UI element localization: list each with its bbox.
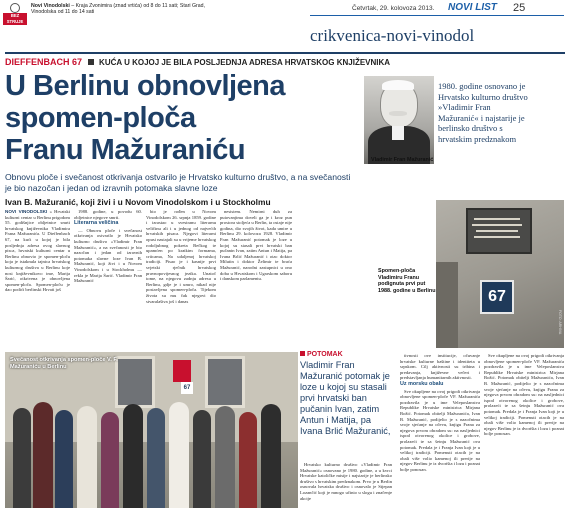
column-5a-text: Hrvatsko kulturno društvo »Vladimir Fran Mažuranić« osnovano je 1980. godine, a u kvrci Hrvatske katoličke misije i najstarije je berlinsko društvo s hrvatskim predznakom. Prvo je u Berlin osnovala hrvatska društvo i osnovalo je Stjepan Lozančić koji je mnogo učinio u slogu i značenje akcije <box>300 462 392 501</box>
column-4 <box>220 209 292 346</box>
person <box>215 406 235 508</box>
portrait-collar <box>392 126 404 140</box>
masthead-paper-name: NOVI LIST <box>448 2 497 13</box>
headline <box>5 70 360 166</box>
plaque-inscription-line <box>474 236 520 238</box>
plaque-inscription-line <box>472 224 522 226</box>
column-1 <box>5 209 70 346</box>
person <box>77 406 97 508</box>
column-5b-text: tivnosti ove institucije, očuvanje hrvatske kulturne baštine i identiteta u srpskom. Cilj aktivnosti su tribina i predavanja, književne večeri i predstavljanja humanitarnih aktivnosti. <box>400 353 480 381</box>
column-5c-text: Sve okupljene na ovoj prigodi otkrivanja obnovljene spomen-ploče VF. Mažuranića pozdravila je u ime Veleposlanstva Republike Hrvatske ministrica Mirjana Božić. Potomak obitelji Mažuranića, Ivan B. Mažuranić, podijelio je s nazočnima svoje sjećanje na očevu, knjigu Frana za njegova prvom obradom su: na nasljednici ispod otvorenog okolice i grobove, prolazeći te sa šetnju Mažuranić ova potomak. Predala je i Franja Ivan koji je u velikoj tradiciji. Pomenuti otacih je na obali više volio kamenoj ili prerije na njegov Berlinu je iz dvorišta i lozu i poznat bolje ponosan. <box>400 388 480 472</box>
portrait-hair <box>382 80 414 90</box>
group-photo-caption: Svečanost otkrivanja spomen-ploče V. F. Mažuraniću u Berlinu <box>10 357 118 370</box>
person <box>169 402 189 508</box>
column-2-text: 1988. godine, u povodu 60. obljetnice njegove smrti. <box>74 209 142 220</box>
plaque-inscription-line <box>476 230 518 232</box>
bez-struje-label: BEZ STRUJE <box>3 13 27 25</box>
page-number: 25 <box>513 2 526 14</box>
portrait-caption: Vladimir Fran Mažuranić <box>371 157 434 163</box>
potomak-square-icon <box>300 351 305 356</box>
person <box>261 404 281 508</box>
issue-date: Četvrtak, 29. kolovoza 2013. <box>352 5 435 12</box>
house-number-sign: 67 <box>480 280 514 314</box>
section-rule <box>5 52 565 54</box>
person <box>101 412 119 508</box>
column-5b <box>400 353 480 511</box>
lightbulb-icon <box>10 3 20 13</box>
headline-line-1: U Berlinu obnovljena <box>5 70 286 102</box>
kicker-label: DIEFFENBACH 67 <box>5 57 83 67</box>
potomak-quote: Vladimir Fran Mažuranić potomak je loze u kojoj su stasali prvi hrvatski ban pučanin Ivan, zatim Antun i Matija, pa Ivana Brlić Mažuranić, <box>300 360 391 436</box>
power-outage-notice <box>31 3 211 16</box>
subheading-uz-morsku: Uz morsku obalu <box>400 380 444 387</box>
column-6-text: Sve okupljene na ovoj prigodi otkrivanja obnovljene spomen-ploče VF. Mažuranića pozdravila je u ime Veleposlanstva Republike Hrvatske ministrica Mirjana Božić. Potomak obitelji Mažuranića, Ivan B. Mažuranić, podijelio je s nazočnima svoje sjećanje na očevu, knjigu Frana za njegova prvom obradom su: na nasljednici ispod otvorenog okolice i grobove, prolazeći te sa šetnju Mažuranić ova potomak. Predala je i Franja Ivan koji je u velikoj tradiciji. Pomenuti otacih je na obali više volio kamenoj ili prerije na njegov Berlinu je iz dvorišta i lozu i poznat bolje ponosan. <box>484 353 564 437</box>
potomak-label-text: POTOMAK <box>307 351 343 358</box>
person <box>147 408 165 508</box>
person <box>123 404 143 508</box>
column-3-text: bio je rođen u Novom Vinodolskom 26. srpnja 1859. godine i izrastao u svestranu literarnu veličinu ali i u jednog od najvećih hrvatskih pisaca. Njegovi literarni opusi nastajali su u vrijeme hrvatskog rodoljubnog pokreta Bečkog te upamćen po kratkim formama, crticama, Na udaljenoj hrvatskoj tradiciji. Pisao je i kasnije prvi svjetski rječnik hrvatskog pravnopovijesnog jezika. Unatoč tome, na njegovu zadnju adresu u Berlinu, gdje je i umro, nikad nije postavljena spomen-ploča. Tijekom života su mu čak njegovi dio stvaralaštva još i danas <box>146 209 216 304</box>
door-frame <box>436 262 458 348</box>
kicker-square-icon <box>88 59 94 65</box>
kicker-text: KUĆA U KOJOJ JE BILA POSLJEDNJA ADRESA HRVATSKOG KNJIŽEVNIKA <box>99 58 391 67</box>
dateline: NOVI VINODOLSKI <box>5 209 48 214</box>
plaque-photo <box>436 200 564 348</box>
column-5a <box>300 462 392 510</box>
potomak-label <box>300 351 392 358</box>
column-2b-text: — Obnovu ploče i svečanost otkrivanja ostvarilo je Hrvatsko kulturno društvo »Vladimir Fran Mažuranić«, a na svečanosti je bio nazočan i jedan od izravnih potomaka slavne loze Ivan B. Mažuranić, koji živi i u Novom Vinodolskom i u Stockholmu — rekla je Marija Šarić. Vladimir Fran Mažuranić <box>74 227 142 284</box>
deck: Ivan B. Mažuranić, koji živi i u Novom Vinodolskom i u Stockholmu <box>5 197 271 207</box>
plaque-inscription-line <box>474 218 520 220</box>
headline-line-3: Franu Mažuraniću <box>5 134 246 166</box>
bez-struje-badge <box>3 3 25 24</box>
flag <box>173 360 191 382</box>
person <box>55 410 73 508</box>
person <box>33 402 53 508</box>
column-3 <box>146 209 216 346</box>
sidebar-quote: 1980. godine osnovano je Hrvatsko kulturno društvo »Vladimir Fran Mažuranić« i najstarije je berlinsko društvo s hrvatskim predznakom <box>438 81 528 144</box>
notice-text: – Kraja Zvonimira (znad vrtića) od 8 do 11 sati; Stari Grad, Vinodolska od 11 do 14 sati <box>31 3 205 16</box>
plaque-caption: Spomen-ploča Vladimiru Franu podignuta prvi put 1988. godine u Berlinu <box>378 268 436 294</box>
plaque-photo-credit: FOTO: ARHIVA <box>558 310 562 335</box>
subhead: Obnovu ploče i svečanost otkrivanja ostvarilo je Hrvatsko kulturno društvo, a na svečanosti je bio nazočan i jedan od izravnih potomaka slavne loze <box>5 172 351 193</box>
column-6 <box>484 353 564 511</box>
header-rule <box>310 15 564 16</box>
person <box>239 412 257 508</box>
column-2 <box>74 209 142 346</box>
group-photo <box>5 352 298 508</box>
notice-town: Novi Vinodolski <box>31 3 70 9</box>
group-house-number: 67 <box>181 382 193 394</box>
column-4-text: nesistem. Nemirni duh za putovanjima doveli ga je i kroz pun prostora stoljeća u Berlin, ta ostaje nije godina, dio svojih život, kada umire u Berlinu 29. kolovoza 1928. Vladimir Fran Mažuranić potomak je loze u kojoj su stasali prvi hrvatski ban pučanin Ivan, zatim Antun i Matija, pa Ivana Brlić Mažuranić i otac doktor Milutin i doktor Želimir te braća Mažuranić, narodni zastupnici u ono doba u Hrvatskom i Ugarskom saboru i danskom parlamentu. <box>220 209 292 282</box>
column-1-text: » Hrvatski kulturni centar u Berlinu prigodom 55. godišnjice obljetnice smrti hrvatskog književnika Vladimira Frana Mažuranića. U Dieffenbach 67, na kući u kojoj je bila posljednja adresa ovog slavnog pisca, hrvatski kulturni centar u Berlinu obnovio je spomen-ploču koja je istaknula tajnica hrvatskog kulturnog društva u Berlinu koje nosi književnikovo ime, Marija Šarić, otkrivena je obnovljena spomen-ploča. Spomen-ploču je dao podići berlinski Hrvati još <box>5 209 70 293</box>
potomak-box <box>300 351 392 437</box>
crowd <box>5 392 298 508</box>
portrait-photo <box>364 76 434 164</box>
kicker <box>5 57 390 67</box>
headline-line-2: spomen-ploča <box>5 102 196 134</box>
subheading-literarna: Literarna veličina <box>74 220 119 227</box>
person <box>13 408 31 508</box>
portrait-mustache <box>389 111 407 116</box>
person <box>193 410 211 508</box>
section-title: crikvenica-novi-vinodol <box>310 26 475 45</box>
